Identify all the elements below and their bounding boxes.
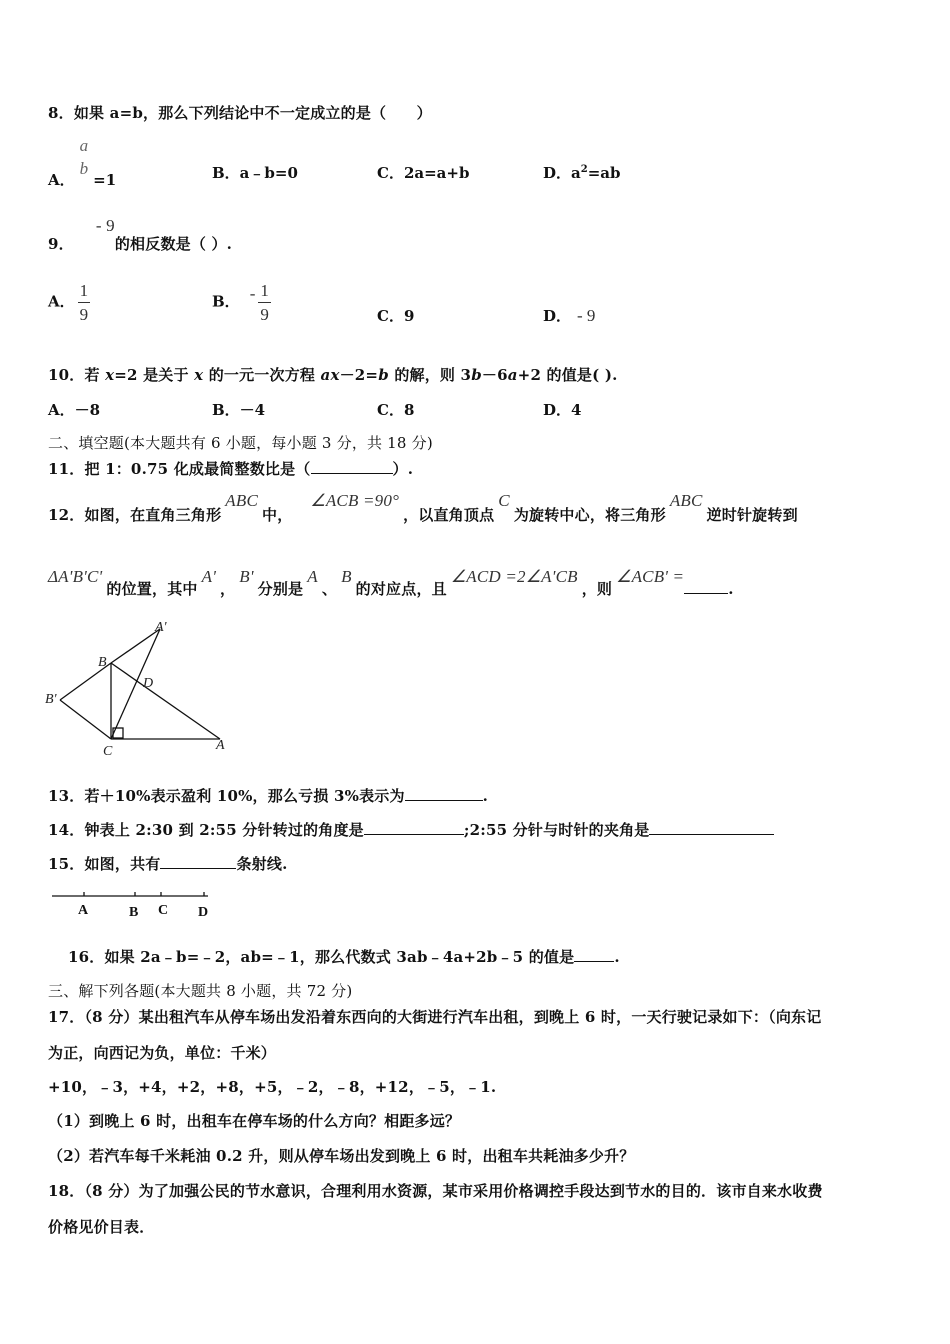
q17-sub2: （2）若汽车每千米耗油 0.2 升，则从停车场出发到晚上 6 时，出租车共耗油多少升？ bbox=[48, 1147, 635, 1165]
question-text: ;2:55 分针与时针的夹角是 bbox=[463, 821, 650, 839]
label-d: D bbox=[198, 905, 209, 920]
text: 的位置，其中 bbox=[106, 580, 198, 598]
denominator: b bbox=[79, 159, 89, 178]
q9-option-a bbox=[48, 282, 93, 323]
answer-blank bbox=[311, 459, 393, 474]
numerator: a bbox=[79, 136, 89, 155]
answer-blank bbox=[649, 820, 774, 835]
q8-option-a bbox=[48, 136, 117, 189]
answer-blank bbox=[160, 854, 236, 869]
text: ）. bbox=[392, 460, 414, 478]
q17-line2: 为正，向西记为负，单位：千米） bbox=[48, 1044, 277, 1062]
q10-option-a: A．－8 bbox=[48, 401, 101, 419]
text: . bbox=[482, 787, 489, 805]
text: 10．若 bbox=[48, 366, 106, 384]
q9-option-d bbox=[543, 305, 595, 326]
text: 的一元一次方程 bbox=[203, 366, 321, 384]
fraction-one-ninth bbox=[78, 282, 91, 323]
math-angle-acb-prime: ∠ACB' = bbox=[616, 567, 685, 586]
label-c: C bbox=[158, 903, 169, 918]
text: 中， bbox=[262, 506, 293, 524]
q15 bbox=[48, 853, 288, 874]
text: ，则 bbox=[581, 580, 613, 598]
q17-line1: 17．（8 分）某出租汽车从停车场出发沿着东西向的大街进行汽车出租，到晚上 6 时，一天行驶记录如下：（向东记 bbox=[48, 1008, 822, 1026]
answer-blank bbox=[684, 579, 728, 594]
label-a: A bbox=[78, 903, 89, 918]
question-text: 11．把 1：0.75 化成最简整数比是（ bbox=[48, 460, 311, 478]
q10-option-c: C．8 bbox=[377, 401, 415, 419]
math-negative-nine: - 9 bbox=[577, 306, 596, 325]
label-c: C bbox=[103, 744, 113, 757]
label-b-prime: B' bbox=[45, 692, 57, 707]
fraction-a-over-b bbox=[78, 137, 91, 177]
text: +2 的值是( ). bbox=[517, 366, 618, 384]
segment-b1-c bbox=[60, 700, 111, 739]
q17-data: +10，﹣3，+4，+2，+8，+5，﹣2，﹣8，+12，﹣5，﹣1. bbox=[48, 1078, 497, 1096]
math-abc: ABC bbox=[225, 491, 258, 510]
q17-sub1: （1）到晚上 6 时，出租车在停车场的什么方向？相距多远？ bbox=[48, 1112, 461, 1130]
var-x: x bbox=[194, 366, 204, 384]
q11 bbox=[48, 458, 413, 479]
option-label: D．a bbox=[543, 164, 581, 182]
text: －2= bbox=[339, 366, 379, 384]
math-b: B bbox=[341, 567, 352, 586]
var-ax: ax bbox=[320, 366, 340, 384]
math-a-prime: A' bbox=[201, 567, 217, 586]
q9-option-c: C．9 bbox=[377, 307, 415, 325]
q18-line2: 价格见价目表． bbox=[48, 1218, 155, 1236]
question-text: 的相反数是（ ）. bbox=[114, 235, 233, 253]
math-angle-acb: ∠ACB =90° bbox=[310, 491, 400, 510]
q10-stem bbox=[48, 364, 618, 385]
answer-blank bbox=[574, 947, 614, 962]
q12-line2 bbox=[48, 566, 734, 598]
option-value: =1 bbox=[93, 171, 117, 189]
question-text: 14．钟表上 2:30 到 2:55 分针转过的角度是 bbox=[48, 821, 364, 839]
q12-triangle-figure bbox=[40, 615, 240, 757]
option-label: A． bbox=[48, 292, 75, 311]
section-solve-heading: 三、解下列各题(本大题共 8 小题，共 72 分) bbox=[48, 982, 353, 1000]
q14 bbox=[48, 819, 774, 840]
q9-stem bbox=[48, 216, 233, 253]
text: 、 bbox=[321, 580, 338, 598]
text: 的解，则 3 bbox=[388, 366, 472, 384]
var-x: x bbox=[105, 366, 115, 384]
question-text: 13．若＋10%表示盈利 10%，那么亏损 3%表示为 bbox=[48, 787, 405, 805]
var-b: b bbox=[378, 366, 389, 384]
text: 的对应点，且 bbox=[355, 580, 447, 598]
var-a: a bbox=[507, 366, 518, 384]
denominator: 9 bbox=[258, 302, 271, 323]
option-label: B． bbox=[212, 292, 240, 311]
question-text: 15．如图，共有 bbox=[48, 855, 161, 873]
question-text: 16．如果 2a﹣b=﹣2，ab=﹣1，那么代数式 3ab﹣4a+2b﹣5 的值是 bbox=[68, 948, 575, 966]
q9-option-b bbox=[212, 282, 274, 323]
numerator: 1 bbox=[260, 281, 269, 300]
option-label: D． bbox=[543, 307, 572, 325]
question-number: 9． bbox=[48, 235, 74, 253]
exponent: 2 bbox=[580, 164, 588, 175]
q12-line1 bbox=[48, 490, 798, 524]
numerator: 1 bbox=[79, 281, 89, 300]
q8-option-d bbox=[543, 162, 620, 183]
option-label: A． bbox=[48, 171, 75, 189]
section-fill-in-heading: 二、填空题(本大题共有 6 小题，每小题 3 分，共 18 分) bbox=[48, 434, 433, 452]
math-triangle-a1b1c1: ΔA'B'C' bbox=[48, 567, 103, 586]
q8-stem: 8．如果 a=b，那么下列结论中不一定成立的是（ ） bbox=[48, 104, 432, 122]
math-angle-acd: ∠ACD =2∠A'CB bbox=[450, 567, 578, 586]
text: 12．如图，在直角三角形 bbox=[48, 506, 222, 524]
answer-blank bbox=[405, 786, 483, 801]
text: . bbox=[728, 580, 734, 598]
math-a: A bbox=[307, 567, 318, 586]
option-value: =ab bbox=[587, 164, 621, 182]
text: ，以直角顶点 bbox=[403, 506, 495, 524]
math-abc: ABC bbox=[669, 491, 703, 510]
math-b-prime: B' bbox=[239, 567, 254, 586]
math-c: C bbox=[498, 491, 510, 510]
text: . bbox=[614, 948, 620, 966]
text: 逆时针旋转到 bbox=[706, 506, 798, 524]
q10-option-d: D．4 bbox=[543, 401, 582, 419]
q16 bbox=[68, 946, 620, 967]
text: ， bbox=[220, 580, 236, 598]
fraction-one-ninth bbox=[258, 282, 271, 323]
text: －6 bbox=[481, 366, 508, 384]
math-negative-nine: - 9 bbox=[95, 216, 115, 235]
minus-sign: - bbox=[249, 283, 256, 303]
q8-option-c: C．2a=a+b bbox=[377, 164, 470, 182]
answer-blank bbox=[364, 820, 464, 835]
text: 分别是 bbox=[257, 580, 304, 598]
label-a-prime: A' bbox=[155, 620, 167, 635]
q10-option-b: B．－4 bbox=[212, 401, 266, 419]
right-angle-mark bbox=[113, 728, 123, 738]
var-b: b bbox=[471, 366, 482, 384]
q18-line1: 18．（8 分）为了加强公民的节水意识，合理利用水资源，某市采用价格调控手段达到节水的目的．该市自来水收费 bbox=[48, 1182, 823, 1200]
label-b: B bbox=[98, 655, 107, 670]
text: =2 是关于 bbox=[114, 366, 195, 384]
denominator: 9 bbox=[78, 302, 91, 323]
label-b: B bbox=[129, 905, 139, 920]
label-d: D bbox=[143, 676, 154, 691]
q13 bbox=[48, 785, 488, 806]
q8-option-b: B．a﹣b=0 bbox=[212, 164, 298, 182]
text: 条射线. bbox=[236, 855, 288, 873]
text: 为旋转中心，将三角形 bbox=[513, 506, 666, 524]
q15-ray-figure bbox=[48, 886, 228, 922]
label-a: A bbox=[216, 738, 225, 753]
